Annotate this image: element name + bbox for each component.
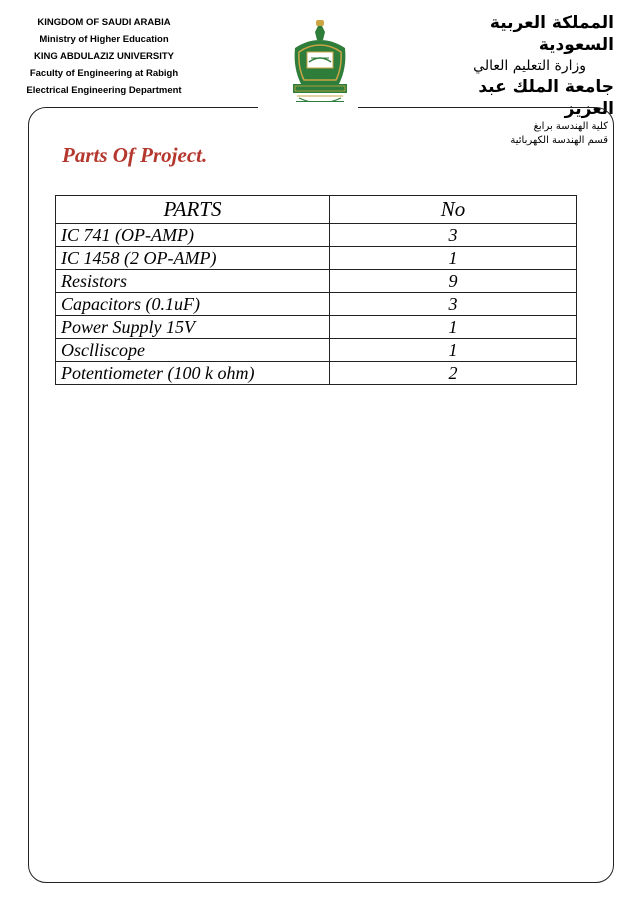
table-row bbox=[56, 224, 577, 247]
page-title: Parts Of Project. bbox=[62, 143, 208, 167]
part-count-cell: 9 bbox=[330, 270, 577, 293]
header-arabic-kingdom: المملكة العربية السعودية bbox=[489, 13, 614, 55]
header-arabic-university: جامعة الملك عبد العزيز bbox=[478, 77, 614, 119]
part-name-cell: Osclliscope bbox=[56, 339, 330, 362]
header-arabic-ministry: وزارة التعليم العالي bbox=[473, 58, 586, 74]
parts-table bbox=[55, 195, 577, 385]
university-seal-icon bbox=[287, 18, 353, 114]
part-name-cell: Potentiometer (100 k ohm) bbox=[56, 362, 330, 385]
part-count-cell: 1 bbox=[330, 247, 577, 270]
header-line-department: Electrical Engineering Department bbox=[26, 85, 182, 96]
table-row bbox=[56, 247, 577, 270]
table-row bbox=[56, 270, 577, 293]
column-header-parts: PARTS bbox=[56, 196, 330, 224]
part-count-cell: 3 bbox=[330, 224, 577, 247]
part-name-cell: IC 1458 (2 OP-AMP) bbox=[56, 247, 330, 270]
table-row bbox=[56, 316, 577, 339]
part-name-cell: Capacitors (0.1uF) bbox=[56, 293, 330, 316]
part-name-cell: Resistors bbox=[56, 270, 330, 293]
part-count-cell: 2 bbox=[330, 362, 577, 385]
column-header-no: No bbox=[330, 196, 577, 224]
part-count-cell: 1 bbox=[330, 339, 577, 362]
frame-gap bbox=[258, 102, 358, 114]
header-arabic-faculty: كلية الهندسة برابغ bbox=[533, 121, 608, 132]
header-english-block bbox=[14, 14, 194, 99]
table-row bbox=[56, 293, 577, 316]
header-line-kingdom: KINGDOM OF SAUDI ARABIA bbox=[37, 17, 171, 28]
part-count-cell: 1 bbox=[330, 316, 577, 339]
part-name-cell: Power Supply 15V bbox=[56, 316, 330, 339]
header-line-faculty: Faculty of Engineering at Rabigh bbox=[29, 68, 179, 79]
table-row bbox=[56, 362, 577, 385]
part-count-cell: 3 bbox=[330, 293, 577, 316]
header-line-ministry: Ministry of Higher Education bbox=[39, 34, 169, 45]
table-row bbox=[56, 339, 577, 362]
header-arabic-department: قسم الهندسة الكهربائية bbox=[510, 135, 608, 146]
part-name-cell: IC 741 (OP-AMP) bbox=[56, 224, 330, 247]
header-line-university: KING ABDULAZIZ UNIVERSITY bbox=[33, 51, 175, 62]
table-header-row bbox=[56, 196, 577, 224]
